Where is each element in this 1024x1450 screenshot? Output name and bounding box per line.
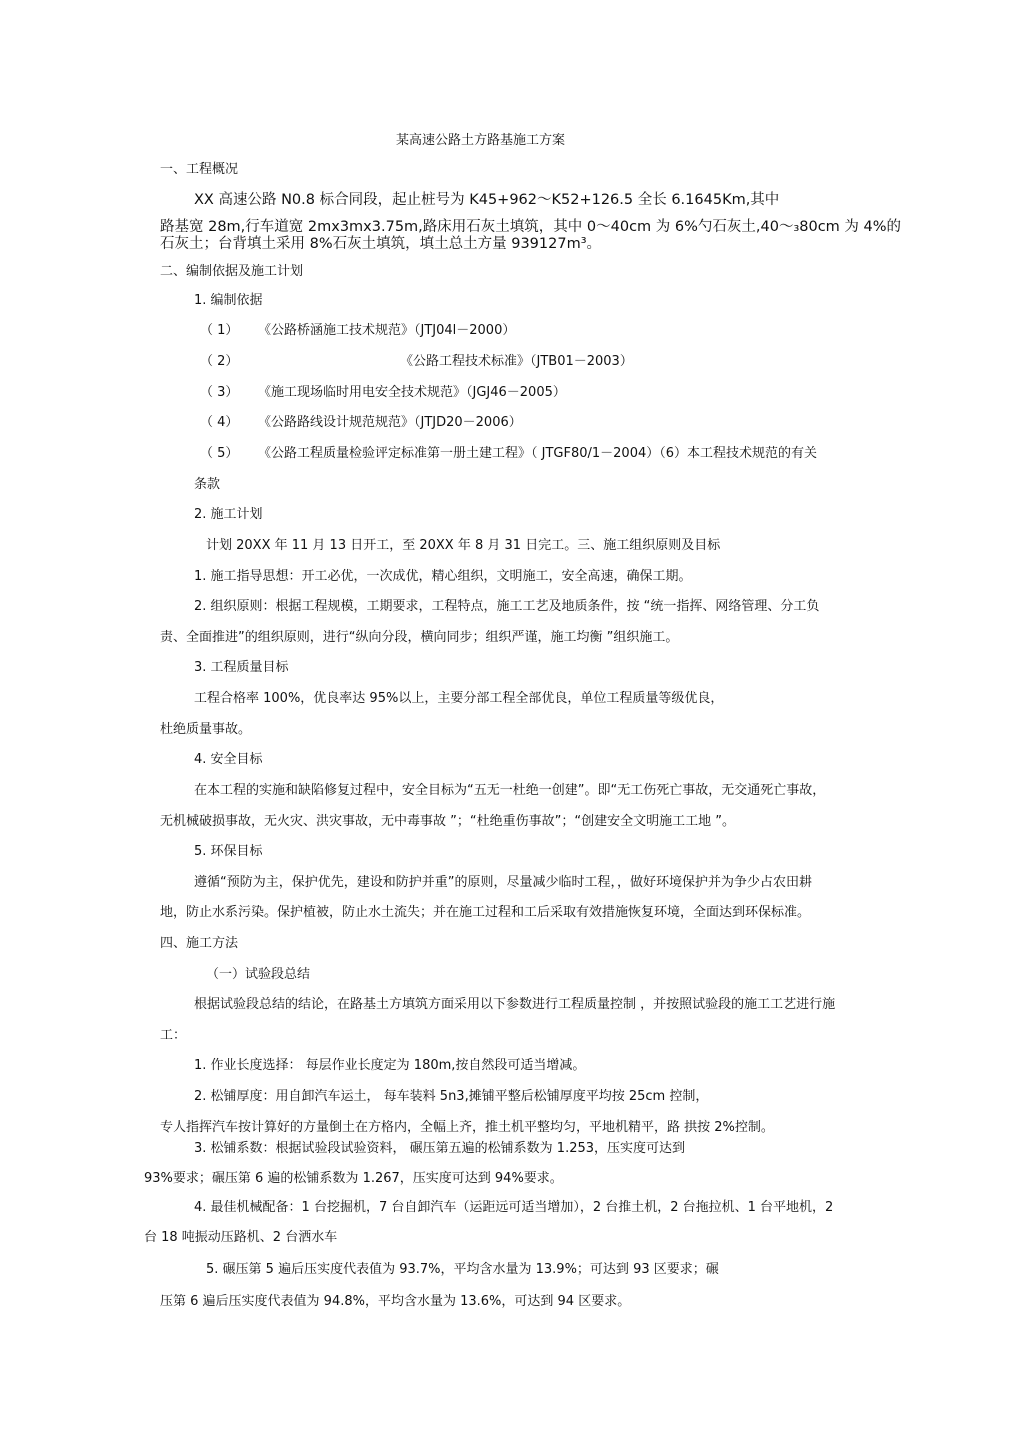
paragraph-line: 台 18 吨振动压路机、2 台洒水车 [144, 1230, 338, 1245]
reference-item: 《公路路线设计规范规范》（JTJD20－2006） [258, 415, 522, 430]
list-number: （ 3） [200, 385, 239, 400]
section-heading: 一、工程概况 [160, 162, 239, 177]
paragraph-line: 遵循“预防为主，保护优先，建设和防护并重”的原则，尽量减少临时工程，，做好环境保护并为争少占农田耕 [194, 875, 812, 890]
paragraph-line: 在本工程的实施和缺陷修复过程中，安全目标为“五无一杜绝一创建”。即“无工伤死亡事故，无交通死亡事故， [194, 783, 826, 798]
paragraph-line: 工程合格率 100%，优良率达 95%以上，主要分部工程全部优良，单位工程质量等级优良， [194, 691, 724, 706]
reference-item: 《公路工程技术标准》（JTB01－2003） [400, 354, 633, 369]
doc-title: 某高速公路土方路基施工方案 [396, 133, 566, 148]
paragraph-line: 条款 [194, 477, 221, 492]
sub-heading: 1. 编制依据 [194, 293, 263, 308]
sub-heading: 3. 工程质量目标 [194, 660, 289, 675]
paragraph-line: 根据试验段总结的结论，在路基土方填筑方面采用以下参数进行工程质量控制 ，并按照试验段的施工工艺进行施 [194, 997, 836, 1012]
list-number: （ 4） [200, 415, 239, 430]
sub-heading: （一）试验段总结 [206, 967, 311, 982]
paragraph-line: 无机械破损事故，无火灾、洪灾事故，无中毒事故 ”；“杜绝重伤事故”；“创建安全文明施工工地 ”。 [160, 814, 735, 829]
paragraph-line: 1. 施工指导思想：开工必优，一次成优，精心组织，文明施工，安全高速，确保工期。 [194, 569, 692, 584]
sub-heading: 4. 安全目标 [194, 752, 263, 767]
paragraph-line: 工： [160, 1028, 187, 1043]
sub-heading: 5. 环保目标 [194, 844, 263, 859]
reference-item: 《公路桥涵施工技术规范》（JTJ04l－2000） [258, 323, 516, 338]
section-heading: 四、施工方法 [160, 936, 239, 951]
paragraph-line: 2. 组织原则：根据工程规模，工期要求，工程特点，施工工艺及地质条件，按 “统一指挥、网络管理、分工负 [194, 599, 820, 614]
paragraph-line: 2. 松铺厚度：用自卸汽车运土， 每车装料 5n3,摊铺平整后松铺厚度平均按 25cm 控制， [194, 1089, 709, 1104]
paragraph-line: 5. 碾压第 5 遍后压实度代表值为 93.7%，平均含水量为 13.9%；可达到 93 区要求；碾 [206, 1262, 719, 1277]
paragraph-line: 石灰土；台背填土采用 8%石灰土填筑，填土总土方量 939127m³。 [160, 236, 602, 252]
list-number: （ 1） [200, 323, 239, 338]
paragraph-line: XX 高速公路 N0.8 标合同段，起止桩号为 K45+962～K52+126.5 全长 6.1645Km,其中 [194, 192, 780, 208]
paragraph-line: 1. 作业长度选择： 每层作业长度定为 180m,按自然段可适当增减。 [194, 1058, 586, 1073]
paragraph-line: 责、全面推进”的组织原则，进行“纵向分段，横向同步；组织严谨，施工均衡 ”组织施工。 [160, 630, 679, 645]
paragraph-line: 93%要求；碾压第 6 遍的松铺系数为 1.267，压实度可达到 94%要求。 [144, 1171, 563, 1186]
list-number: （ 5） [200, 446, 239, 461]
paragraph-line: 专人指挥汽车按计算好的方量倒土在方格内，全幅上齐，推土机平整均匀，平地机精平，路 拱按 2%控制。 [160, 1120, 774, 1135]
reference-item: 《施工现场临时用电安全技术规范》（JGJ46－2005） [258, 385, 566, 400]
paragraph-line: 地，防止水系污染。保护植被，防止水土流失；并在施工过程和工后采取有效措施恢复环境，全面达到环保标准。 [160, 905, 811, 920]
paragraph-line: 计划 20XX 年 11 月 13 日开工，至 20XX 年 8 月 31 日完工。三、施工组织原则及目标 [206, 538, 721, 553]
section-heading: 二、编制依据及施工计划 [160, 264, 304, 279]
list-number: （ 2） [200, 354, 239, 369]
paragraph-line: 4. 最佳机械配备：1 台挖掘机，7 台自卸汽车（运距远可适当增加），2 台推土机，2 台拖拉机、1 台平地机，2 [194, 1200, 834, 1215]
paragraph-line: 压第 6 遍后压实度代表值为 94.8%，平均含水量为 13.6%，可达到 94 区要求。 [160, 1294, 631, 1309]
reference-item: 《公路工程质量检验评定标准第一册土建工程》（ JTGF80/1－2004）（6）本工程技术规范的有关 [258, 446, 818, 461]
paragraph-line: 杜绝质量事故。 [160, 722, 252, 737]
paragraph-line: 路基宽 28m,行车道宽 2mx3mx3.75m,路床用石灰土填筑，其中 0～40cm 为 6%勺石灰土,40～₃80cm 为 4%的 [160, 219, 902, 235]
sub-heading: 2. 施工计划 [194, 507, 263, 522]
paragraph-line: 3. 松铺系数：根据试验段试验资料， 碾压第五遍的松铺系数为 1.253，压实度可达到 [194, 1141, 686, 1156]
